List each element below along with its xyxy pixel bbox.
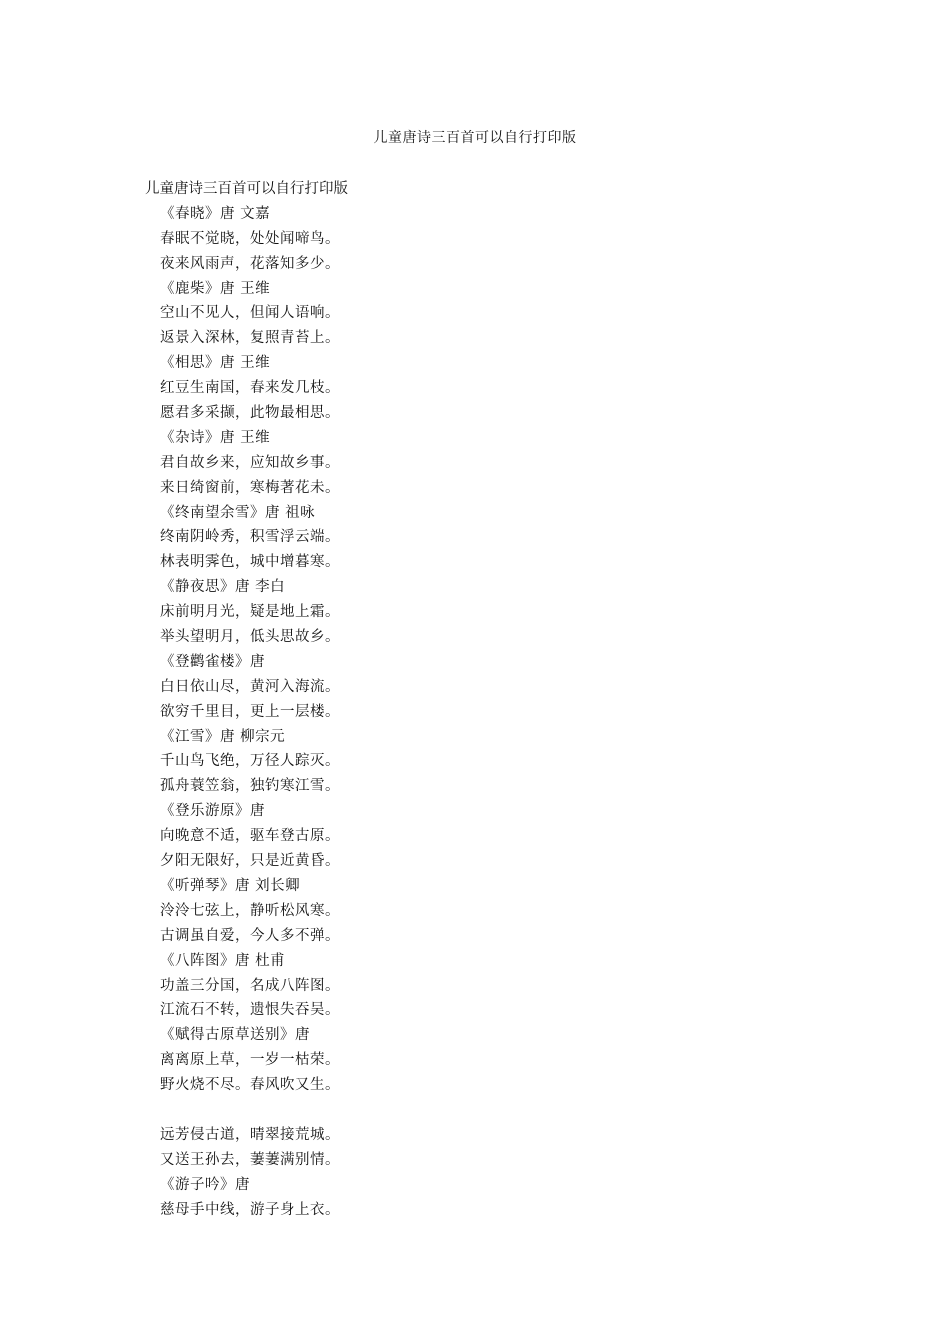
poem-verse-line: 终南阴岭秀，积雪浮云端。 xyxy=(160,529,340,546)
poem-verse-line: 功盖三分国，名成八阵图。 xyxy=(160,977,340,994)
poem-verse-line: 夜来风雨声，花落知多少。 xyxy=(160,255,340,272)
poem-verse-line: 愿君多采撷，此物最相思。 xyxy=(160,405,340,422)
poem-title-line: 《登鹳雀楼》唐 xyxy=(160,653,265,670)
poem-verse-line: 林表明霁色，城中增暮寒。 xyxy=(160,554,340,571)
poem-verse-line: 返景入深林，复照青苔上。 xyxy=(160,330,340,347)
page-header-title: 儿童唐诗三百首可以自行打印版 xyxy=(373,130,577,146)
blank-line xyxy=(145,1098,745,1123)
poem-verse-line: 向晚意不适，驱车登古原。 xyxy=(160,828,340,845)
poem-verse-line: 远芳侵古道，晴翠接荒城。 xyxy=(160,1126,340,1143)
poem-title-line: 《春晓》唐 文嘉 xyxy=(160,205,271,222)
poem-title-line: 《游子吟》唐 xyxy=(160,1176,250,1193)
poem-title-line: 《静夜思》唐 李白 xyxy=(160,579,286,596)
poem-verse-line: 千山鸟飞绝，万径人踪灭。 xyxy=(160,753,340,770)
poem-verse-line: 古调虽自爱，今人多不弹。 xyxy=(160,927,340,944)
poem-title-line: 《听弹琴》唐 刘长卿 xyxy=(160,877,301,894)
poem-verse-line: 泠泠七弦上，静听松风寒。 xyxy=(160,902,340,919)
poem-verse-line: 离离原上草，一岁一枯荣。 xyxy=(160,1052,340,1069)
poem-verse-line: 欲穷千里目，更上一层楼。 xyxy=(160,703,340,720)
poem-lines xyxy=(145,202,745,1223)
poem-title-line: 《终南望余雪》唐 祖咏 xyxy=(160,504,316,521)
poem-verse-line: 江流石不转，遗恨失吞吴。 xyxy=(160,1002,340,1019)
poem-verse-line: 空山不见人，但闻人语响。 xyxy=(160,305,340,322)
poem-verse-line: 孤舟蓑笠翁，独钓寒江雪。 xyxy=(160,778,340,795)
poem-title-line: 《登乐游原》唐 xyxy=(160,803,265,820)
poem-verse-line: 红豆生南国，春来发几枝。 xyxy=(160,380,340,397)
poem-verse-line: 野火烧不尽。春风吹又生。 xyxy=(160,1077,340,1094)
poem-verse-line: 举头望明月，低头思故乡。 xyxy=(160,629,340,646)
poem-title-line: 《相思》唐 王维 xyxy=(160,355,271,372)
poem-verse-line: 白日依山尽，黄河入海流。 xyxy=(160,678,340,695)
poem-title-line: 《赋得古原草送别》唐 xyxy=(160,1027,310,1044)
poem-title-line: 《鹿柴》唐 王维 xyxy=(160,280,271,297)
poem-verse-line: 夕阳无限好，只是近黄昏。 xyxy=(160,853,340,870)
poem-verse-line: 来日绮窗前，寒梅著花未。 xyxy=(160,479,340,496)
poem-title-line: 《八阵图》唐 杜甫 xyxy=(160,952,286,969)
poem-verse-line: 春眠不觉晓，处处闻啼鸟。 xyxy=(160,230,340,247)
poem-title-line: 《江雪》唐 柳宗元 xyxy=(160,728,286,745)
poem-title-line: 《杂诗》唐 王维 xyxy=(160,429,271,446)
poem-verse-line: 床前明月光，疑是地上霜。 xyxy=(160,604,340,621)
document-body xyxy=(145,177,745,1222)
poem-verse-line: 君自故乡来，应知故乡事。 xyxy=(160,454,340,471)
document-title: 儿童唐诗三百首可以自行打印版 xyxy=(145,181,348,197)
poem-verse-line: 又送王孙去，萋萋满别情。 xyxy=(160,1151,340,1168)
poem-verse-line: 慈母手中线，游子身上衣。 xyxy=(160,1201,340,1218)
